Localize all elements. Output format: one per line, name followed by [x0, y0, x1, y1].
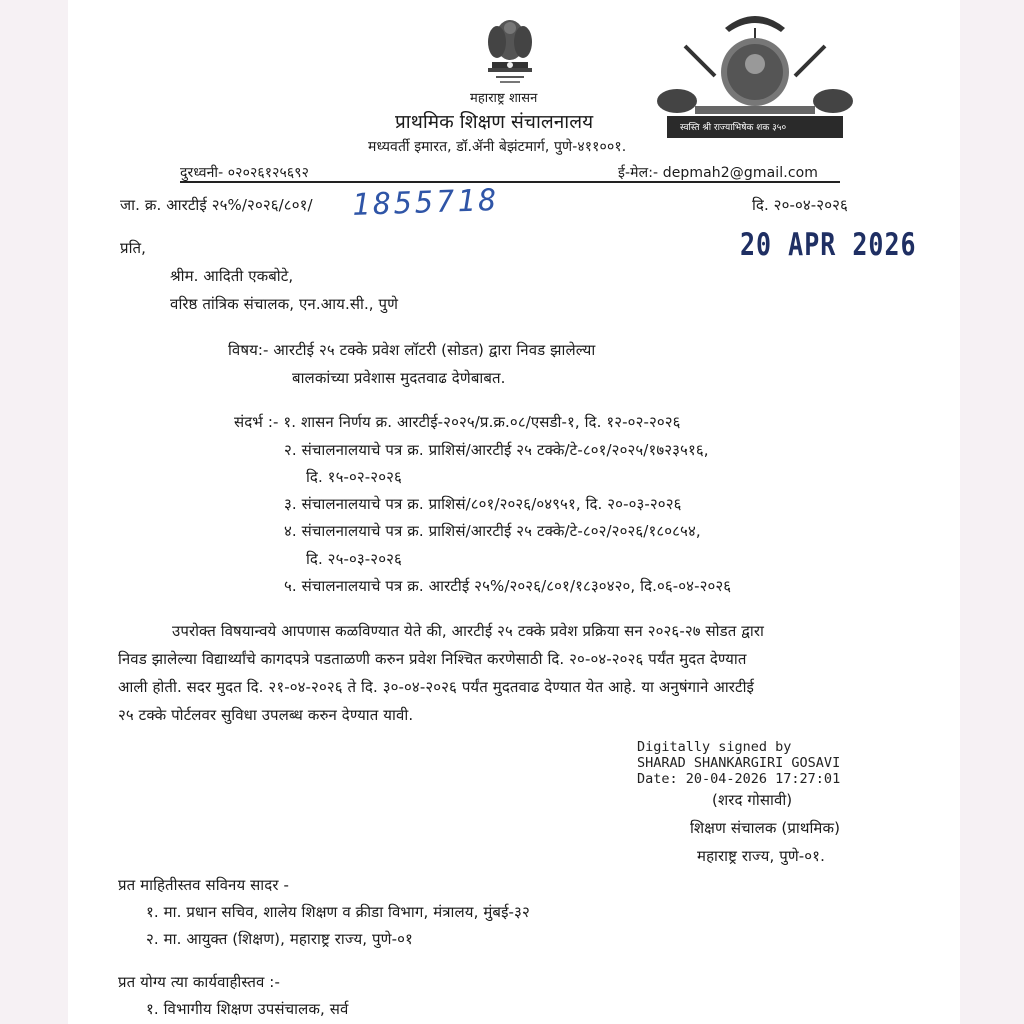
body-line-3: आली होती. सदर मुदत दि. २१-०४-२०२६ ते दि. ३०-०४-२०२६ पर्यंत मुदतवाढ देण्यात येत आहे. या अनुषंगाने आरटीई	[118, 678, 755, 696]
office-address: मध्यवर्ती इमारत, डॉ.ॲनी बेझंटमार्ग, पुणे-४११००१.	[368, 139, 627, 155]
signatory-title: शिक्षण संचालक (प्राथमिक)	[690, 819, 841, 837]
reference-item-3: ३. संचालनालयाचे पत्र क्र. प्राशिसं/८०१/२०२६/०४९५१, दि. २०-०३-२०२६	[284, 495, 682, 513]
body-line-4: २५ टक्के पोर्टलवर सुविधा उपलब्ध करुन देण्यात यावी.	[118, 706, 414, 724]
subject-line-2: बालकांच्या प्रवेशास मुदतवाढ देणेबाबत.	[292, 369, 506, 387]
directorate-title: प्राथमिक शिक्षण संचालनालय	[395, 111, 594, 133]
scan-margin-left	[0, 0, 68, 1024]
reference-number: जा. क्र. आरटीई २५%/२०२६/८०१/	[120, 196, 313, 214]
reference-item-2: २. संचालनालयाचे पत्र क्र. प्राशिसं/आरटीई २५ टक्के/टे-८०१/२०२५/१७२३५१६,	[284, 441, 709, 459]
signatory-name: (शरद गोसावी)	[712, 791, 793, 809]
reference-item-2-date: दि. १५-०२-२०२६	[306, 468, 402, 486]
copy-info-item-2: २. मा. आयुक्त (शिक्षण), महाराष्ट्र राज्य, पुणे-०१	[146, 930, 413, 948]
digital-signature-line-2: SHARAD SHANKARGIRI GOSAVI	[637, 755, 841, 771]
copy-info-item-1: १. मा. प्रधान सचिव, शालेय शिक्षण व क्रीडा विभाग, मंत्रालय, मुंबई-३२	[146, 903, 530, 921]
seal-inscription: स्वस्ति श्री राज्याभिषेक शक ३५०	[680, 123, 787, 133]
handwritten-number: 1855718	[351, 182, 500, 223]
salutation: प्रति,	[120, 239, 147, 257]
state-emblem-icon	[470, 10, 550, 88]
digital-signature-line-3: Date: 20-04-2026 17:27:01	[637, 771, 841, 787]
reference-item-4: ४. संचालनालयाचे पत्र क्र. प्राशिसं/आरटीई २५ टक्के/टे-८०२/२०२६/१८०८५४,	[284, 522, 701, 540]
digital-signature-line-1: Digitally signed by	[637, 739, 792, 755]
header-divider	[180, 181, 840, 183]
office-email: ई-मेल:- depmah2@gmail.com	[618, 165, 819, 181]
reference-item-1: संदर्भ :- १. शासन निर्णय क्र. आरटीई-२०२५/प्र.क्र.०८/एसडी-१, दि. १२-०२-२०२६	[234, 413, 681, 431]
letter-date: दि. २०-०४-२०२६	[752, 196, 848, 214]
copy-action-heading: प्रत योग्य त्या कार्यवाहीस्तव :-	[118, 973, 280, 991]
body-line-1: उपरोक्त विषयान्वये आपणास कळविण्यात येते की, आरटीई २५ टक्के प्रवेश प्रक्रिया सन २०२६-२७ सोडत द्वारा	[172, 622, 764, 640]
reference-item-5: ५. संचालनालयाचे पत्र क्र. आरटीई २५%/२०२६/८०१/१८३०४२०, दि.०६-०४-२०२६	[284, 577, 732, 595]
reference-item-4-date: दि. २५-०३-२०२६	[306, 550, 402, 568]
office-phone: दुरध्वनी- ०२०२६१२५६९२	[180, 165, 309, 181]
government-name: महाराष्ट्र शासन	[470, 91, 538, 106]
copy-info-heading: प्रत माहितीस्तव सविनय सादर -	[118, 876, 289, 894]
scan-margin-right	[960, 0, 1024, 1024]
subject-line-1: विषय:- आरटीई २५ टक्के प्रवेश लॉटरी (सोडत) द्वारा निवड झालेल्या	[228, 341, 596, 359]
date-stamp: 20 APR 2026	[740, 226, 917, 263]
copy-action-item-1: १. विभागीय शिक्षण उपसंचालक, सर्व	[146, 1000, 349, 1018]
recipient-designation: वरिष्ठ तांत्रिक संचालक, एन.आय.सी., पुणे	[170, 295, 399, 313]
signatory-place: महाराष्ट्र राज्य, पुणे-०१.	[697, 847, 825, 865]
body-line-2: निवड झालेल्या विद्यार्थ्यांचे कागदपत्रे पडताळणी करुन प्रवेश निश्चित करणेसाठी दि. २०-०४-२०२६ पर्यंत मुदत देण्यात	[118, 650, 747, 668]
recipient-name: श्रीम. आदिती एकबोटे,	[170, 267, 294, 285]
